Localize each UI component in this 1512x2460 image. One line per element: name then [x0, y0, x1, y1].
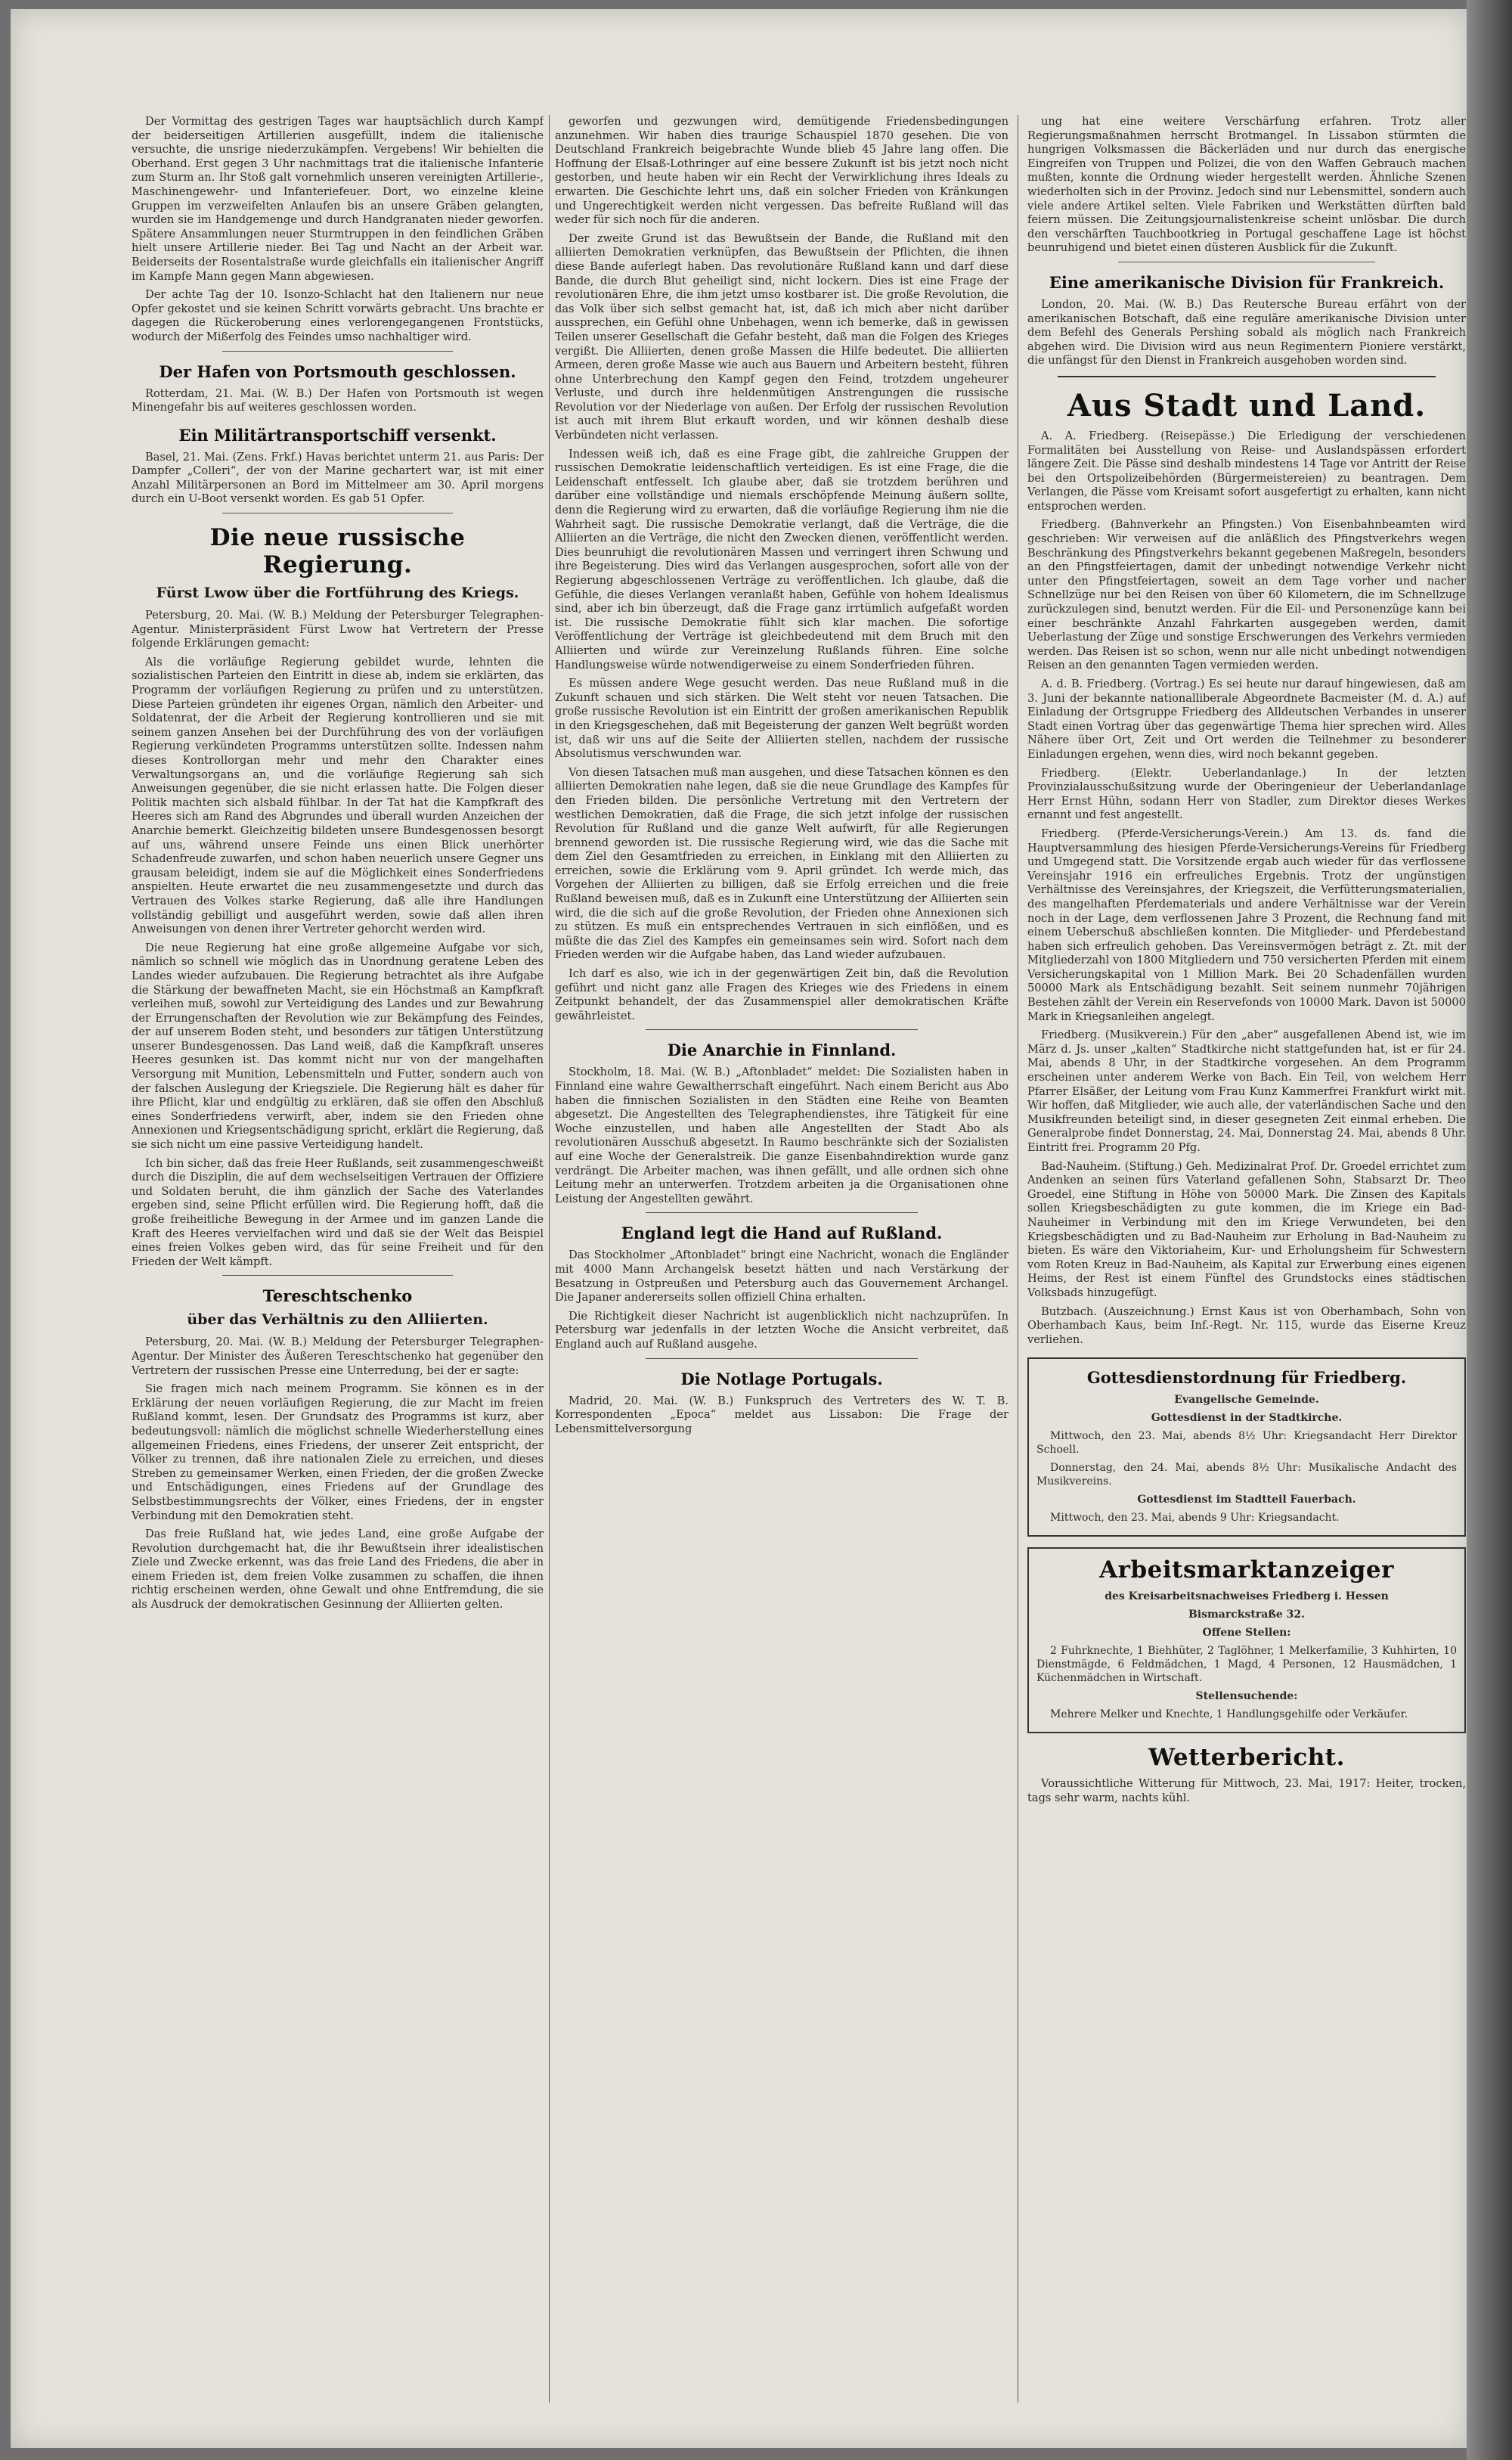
job-section-title: Stellensuchende:: [1195, 1690, 1298, 1703]
headline-arbeitsmarkt: Arbeitsmarktanzeiger: [1099, 1556, 1394, 1584]
church-section-title: Evangelische Gemeinde.: [1174, 1394, 1319, 1407]
job-market-subtitle: des Kreisarbeitsnachweises Friedberg i. Hessen: [1105, 1590, 1389, 1603]
headline-england: England legt die Hand auf Rußland.: [621, 1224, 943, 1243]
article-paragraph: Als die vorläufige Regierung gebildet wurde, lehnten die sozialistischen Parteien den Eintritt in diese ab, indem sie erklärten, das Programm der vorläufigen Regierung zu prüfen und zu unterstützen. Diese Parteien gründeten ihr eigenes Organ, nämlich den Arbeiter- und Soldatenrat, der die Arbeit der Regierung kontrollieren und sie mit seinem ganzen Ansehen bei der Durchführung des von der vorläufigen Regierung verkündeten Programms unterstützen sollte. Indessen nahm dieses Kontrollorgan mehr und mehr den Charakter eines Verwaltungsorgans an, und die vorläufige Regierung sah sich Anweisungen gegenüber, die sie nicht erlassen hatte. Die Folgen dieser Politik machten sich alsbald fühlbar. In der Tat hat die Kampfkraft des Heeres sich am Rand des Abgrundes und überall wurden Anzeichen der Anarchie bemerkt. Gleichzeitig bildeten unsere Bundesgenossen besorgt auf uns, während unsere Feinde uns einen Blick unerhörter Schadenfreude zuwarfen, und schon haben neuerlich unsere Gegner uns grausam beleidigt, indem sie auf die Möglichkeit eines Sonderfriedens anspielten. Heute erwartet die neu zusammengesetzte und durch das Vertrauen des Volkes starke Regierung, daß alle ihre Handlungen vollständig gebilligt und ausgeführt werden, sowie daß allen ihren Anweisungen von denen ihrer Vertreter gehorcht werden wird.: [132, 655, 544, 936]
article-paragraph: Petersburg, 20. Mai. (W. B.) Meldung der Petersburger Telegraphen-Agentur. Ministerpräsident Fürst Lwow hat Vertretern der Presse folgende Erklärungen gemacht:: [132, 609, 544, 650]
column-middle: [555, 115, 1009, 2425]
local-news-item: A. d. B. Friedberg. (Vortrag.) Es sei heute nur darauf hingewiesen, daß am 3. Juni der bekannte nationalliberale Abgeordnete Bacmeister (M. d. A.) auf Einladung der Ortsgruppe Friedberg des Alldeutschen Verbandes in unserer Stadt einen Vortrag über das gegenwärtige Thema hier sprechen wird. Alles Nähere über Ort, Zeit und Ort werden die Teilnehmer zu besonderer Einladungen ergehen, wenn dies, wird noch bekannt gegeben.: [1027, 678, 1466, 761]
article-paragraph: Von diesen Tatsachen muß man ausgehen, und diese Tatsachen können es den alliierten Demokratien nahe legen, daß sie die neue Grundlage des Kampfes für den Frieden bilden. Die persönliche Vertretung mit den Vertretern der westlichen Demokratien, daß die Frage, die sich jetzt infolge der russischen Revolution für Rußland und die ganze Welt aufwirft, für alle Regierungen brennend geworden ist. Die russische Regierung wird, wie das die Sache mit dem Ziel den Gesamtfrieden zu erreichen, in Einklang mit den Alliierten zu erreichen, sowie die Erklärung vom 9. April gründet. Ich werde mich, das Vorgehen der Alliierten zu billigen, daß sie Erfolg erreichen und die freie Rußland beweisen muß, daß es in Zukunft eine Unterstützung der Alliierten sein wird, die die sich auf die große Revolution, der Frieden ohne Annexionen sich zu stützen. Es muß ein entsprechendes Vertrauen in sich einflößen, und es müßte die das Ziel des Kampfes ein gemeinsames sein wird. Sofort nach dem Frieden werden wir die Aufgabe haben, das Land wieder aufzubauen.: [555, 765, 1009, 962]
newspaper-page: [11, 9, 1470, 2448]
article-paragraph: Ich bin sicher, daß das freie Heer Rußlands, seit zusammengeschweißt durch die Disziplin, die auf dem wechselseitigen Vertrauen der Offiziere und Soldaten beruht, die ihm gänzlich der Sache des Vaterlandes ergeben sind, seine Pflicht erfüllen wird. Die Regierung hofft, daß die große freiheitliche Bewegung in der Armee und im ganzen Lande die Kraft des Heeres vervielfachen wird und daß sie der Welt das Beispiel eines freien Volkes geben wird, das für seine Freiheit und für den Frieden der Welt kämpft.: [132, 1156, 544, 1268]
article-paragraph: geworfen und gezwungen wird, demütigende Friedensbedingungen anzunehmen. Wir haben dies traurige Schauspiel 1870 gesehen. Die von Deutschland Frankreich beigebrachte Wunde blieb 45 Jahre lang offen. Die Hoffnung der Elsaß-Lothringer auf eine bessere Zukunft ist bis jetzt noch nicht gestorben, und heute haben wir ein Recht der Verwirklichung ihres Ideals zu erwarten. Die Geschichte lehrt uns, daß ein solcher Frieden von Kränkungen und Ungerechtigkeit werden nicht vergessen. Das befreite Rußland will das weder für sich noch für die anderen.: [555, 115, 1009, 227]
article-paragraph: Der zweite Grund ist das Bewußtsein der Bande, die Rußland mit den alliierten Demokratien verknüpfen, das Bewußtsein der Pflichten, die ihnen diese Bande auferlegt haben. Das revolutionäre Rußland kann und darf diese Bande, die durch Blut geheiligt sind, nicht lockern. Dies ist eine Frage der revolutionären Ehre, die ihm jetzt umso kostbarer ist. Die große Revolution, die das Volk über sich selbst gemacht hat, ist, daß ich mich aber nicht darüber aussprechen, ein Gefühl ohne Unbehagen, wenn ich bemerke, daß in gewissen Teilen unserer Gesellschaft die Gefahr besteht, daß man die Folgen des Krieges vergißt. Die Alliierten, denen große Massen die Hilfe bedeutet. Die alliierten Armeen, deren große Masse wie auch aus Bauern und Arbeitern besteht, führen ohne Unterbrechung den Kampf gegen den Feind, trotzdem ungeheurer Verluste, und durch ihre heldenmütigen Anstrengungen die russische Revolution vor der Niederlage von außen. Der Erfolg der russischen Revolution ist auch mit ihrem Blut erkauft worden, und wir können deshalb diese Verbündeten nicht verlassen.: [555, 231, 1009, 442]
local-news-item: Friedberg. (Elektr. Ueberlandanlage.) In der letzten Provinzialausschußsitzung wurde der Oberingenieur der Ueberlandanlage Herr Ernst Hühn, sodann Herr von Stadler, zum Direktor dieses Werkes ernannt und fest angestellt.: [1027, 766, 1466, 822]
local-news-item: A. A. Friedberg. (Reisepässe.) Die Erledigung der verschiedenen Formalitäten bei Ausstellung von Reise- und Auslandspässen erfordert längere Zeit. Die Pässe sind deshalb mindestens 14 Tage vor Antritt der Reise bei den Ortspolizeibehörden (Bürgermeistereien) zu beantragen. Dem Verlangen, die Pässe vom Kreisamt sofort ausgefertigt zu erhalten, kann nicht entsprochen werden.: [1027, 429, 1466, 513]
job-listing: Mehrere Melker und Knechte, 1 Handlungsgehilfe oder Verkäufer.: [1050, 1708, 1408, 1721]
local-news-item: Butzbach. (Auszeichnung.) Ernst Kaus ist von Oberhambach, Sohn von Oberhambach Kaus, beim Inf.-Regt. Nr. 115, wurde das Eiserne Kreuz verliehen.: [1027, 1304, 1466, 1346]
headline-stadt-land: Aus Stadt und Land.: [1067, 387, 1427, 423]
headline-transport: Ein Militärtransportschiff versenkt.: [178, 425, 497, 445]
article-paragraph: Ich darf es also, wie ich in der gegenwärtigen Zeit bin, daß die Revolution geführt und nicht ganz alle Fragen des Krieges wie des Friedens in einem Zeitpunkt behandelt, der das Zusammenspiel aller demokratischen Kräfte gewährleistet.: [555, 967, 1009, 1022]
headline-tereschtschenko: Tereschtschenko: [262, 1286, 413, 1306]
headline-division: Eine amerikanische Division für Frankreich.: [1049, 272, 1445, 292]
article-paragraph: ung hat eine weitere Verschärfung erfahren. Trotz aller Regierungsmaßnahmen herrscht Brotmangel. In Lissabon stürmten die hungrigen Volksmassen die Bäckerläden und nur durch das energische Eingreifen von Truppen und Polizei, die von den Waffen Gebrauch machen mußten, konnte die Ordnung wieder hergestellt werden. Ähnliche Szenen wiederholten sich in der Provinz. Jedoch sind nur Lebensmittel, sondern auch viele andere Artikel selten. Viele Fabriken und Werkstätten dürften bald feiern müssen. Die Zeitungsjournalistenkreise scheint unlösbar. Die durch den verschärften Tauchbootkrieg in Portugal geschaffene Lage ist höchst beunruhigend und bietet einen düsteren Ausblick für die Zukunft.: [1027, 115, 1466, 255]
article-paragraph: Indessen weiß ich, daß es eine Frage gibt, die zahlreiche Gruppen der russischen Demokratie leidenschaftlich verteidigen. Es ist eine Frage, die die Leidenschaft entfesselt. Ich glaube aber, daß sie trotzdem berühren und darüber eine vollständige und niemals erschöpfende Meinung äußern sollte, denn die Regierung wird zu erwarten, daß die vorläufige Regierung ihm nie die Wahrheit sagt. Die russische Demokratie verlangt, daß die Verträge, die die Alliierten an die Verträge, die nicht den Zwecken dienen, veröffentlicht werden. Dies beunruhigt die revolutionären Massen und verringert ihren Schwung und ihre Begeisterung. Dies wird das Verlangen ausgesprochen, sofort alle von der Regierung abgeschlossenen Verträge zu veröffentlichen. Ich glaube, daß die Gefühle, die dieses Verlangen veranlaßt haben, Gefühle von hohem Idealismus sind, aber ich bin überzeugt, daß die Frage ganz irrtümlich aufgefaßt worden ist. Die russische Demokratie fühlt sich klar machen. Die sofortige Veröffentlichung der Verträge ist gleichbedeutend mit dem Bruch mit den Alliierten und würde zur Vereinzelung Rußlands führen. Eine solche Handlungsweise würde notwendigerweise zu einem Sonderfrieden führen.: [555, 447, 1009, 672]
separator: [646, 1212, 918, 1213]
job-section-title: Offene Stellen:: [1202, 1627, 1291, 1639]
church-service-entry: Mittwoch, den 23. Mai, abends 9 Uhr: Kriegsandacht.: [1050, 1512, 1340, 1525]
column-right: [1027, 115, 1466, 2425]
column-left: [132, 115, 544, 2425]
church-service-box: [1027, 1357, 1466, 1537]
headline-gottesdienst: Gottesdienstordnung für Friedberg.: [1086, 1368, 1407, 1388]
article-paragraph: Das freie Rußland hat, wie jedes Land, eine große Aufgabe der Revolution durchgemacht hat, die ihr Bewußtsein ihrer idealistischen Ziele und Zwecke erkennt, was das freie Land des Friedens, die aber in einem Frieden ist, dem freien Volke zusammen zu schaffen, die ihnen richtig erscheinen werden, ohne Gewalt und ohne Entfremdung, die sie als Ausdruck der demokratischen Gesinnung der Alliierten gelten.: [132, 1528, 544, 1612]
article-paragraph: Die Richtigkeit dieser Nachricht ist augenblicklich nicht nachzuprüfen. In Petersburg war jedenfalls in der letzten Woche die Ansicht verbreitet, daß England auch auf Rußland ausgehe.: [555, 1309, 1009, 1351]
separator: [222, 1275, 453, 1276]
separator: [646, 1358, 918, 1359]
subheadline-tereschtschenko: über das Verhältnis zu den Alliierten.: [187, 1311, 488, 1329]
headline-portsmouth: Der Hafen von Portsmouth geschlossen.: [159, 361, 516, 381]
headline-regierung: Die neue russische Regierung.: [209, 524, 466, 579]
article-paragraph: Stockholm, 18. Mai. (W. B.) „Aftonbladet“ meldet: Die Sozialisten haben in Finnland eine wahre Gewaltherrschaft eingeführt. Nach einem Bericht aus Abo haben die finnischen Sozialisten in den Städten eine Reihe von Beamten abgesetzt. Die Angestellten des Telegraphendienstes, ihre Tätigkeit für eine Woche einzustellen, und haben alle Angestellten der Stadt Abo als revolutionären Ausschuß abgesetzt. In Raumo beschränkte sich der Sozialisten auf eine Woche der Generalstreik. Die ganze Eisenbahndirektion wurde ganz verdrängt. Die Arbeiter machen, was ihnen gefällt, und alle ordnen sich ohne Leitung mehr an unterwerfen. Trotzdem arbeiten ja die Organisationen ohne Leistung der Angestellten gewährt.: [555, 1066, 1009, 1205]
local-news-item: Bad-Nauheim. (Stiftung.) Geh. Medizinalrat Prof. Dr. Groedel errichtet zum Andenken an seinen fürs Vaterland gefallenen Sohn, Stabsarzt Dr. Theo Groedel, eine Stiftung in Höhe von 50000 Mark. Die Zinsen des Kapitals sollen Kriegsbeschädigten zu gute kommen, die im Kriege ein Bad-Nauheimer in Verbindung mit den im Kriege Verwundeten, bei den Kriegsbeschädigten und zu Bad-Nauheim zur Erholung in Bad-Nauheim zu bieten. Es wäre den Viktoriaheim, Kur- und Erholungsheim für Schwestern vom Roten Kreuz in Bad-Nauheim, als Kapital zur Erwerbung eines eigenen Heims, der Rest ist einem Fünftel des Grundstocks eines städtischen Volksbads hinzugefügt.: [1027, 1159, 1466, 1299]
job-market-address: Bismarckstraße 32.: [1188, 1608, 1306, 1621]
church-service-entry: Mittwoch, den 23. Mai, abends 8½ Uhr: Kriegsandacht Herr Direktor Schoell.: [1036, 1430, 1457, 1456]
article-paragraph: Sie fragen mich nach meinem Programm. Sie können es in der Erklärung der neuen vorläufigen Regierung, die zur Macht im freien Rußland kommt, lesen. Der Grundsatz des Programms ist kurz, aber bedeutungsvoll: nämlich die möglichst schnelle Wiederherstellung eines allgemeinen Friedens, eines Friedens, der unserer Zeit entspricht, der Völker zu trennen, daß ihre nationalen Ziele zu erreichen, und dieses Streben zu gemeinsamer Werken, einen Frieden, der die großen Zwecke und Entschädigungen, eines Friedens auf der Grundlage des Selbstbestimmungsrechts der Völker, eines Friedens, der in engster Verbindung mit den Demokratien steht.: [132, 1382, 544, 1522]
article-paragraph: Die neue Regierung hat eine große allgemeine Aufgabe vor sich, nämlich so schnell wie möglich das in Unordnung geratene Leben des Landes wieder aufzubauen. Die Regierung betrachtet als ihre Aufgabe die Stärkung der bewaffneten Macht, sie ein Höchstmaß an Kampfkraft verleihen muß, sowohl zur Verteidigung des Landes und zur Bewahrung der Errungenschaften der Revolution wie zur Bekämpfung des Feindes, der auf unserem Boden steht, und besonders zur tätigen Unterstützung unserer Bundesgenossen. Das Land weiß, daß die Kampfkraft unseres Heeres gesunken ist. Das kommt nicht nur von der mangelhaften Versorgung mit Munition, Lebensmitteln und Futter, sondern auch von der falschen Auslegung der Kriegsziele. Die Regierung hält es daher für ihre Pflicht, klar und endgültig zu erklären, daß sie offen den Abschluß eines Sonderfriedens verwirft, aber, indem sie den Frieden ohne Annexionen und Kriegsentschädigung spricht, erklärt die Regierung, daß sie sich nicht um eine passive Verteidigung handelt.: [132, 941, 544, 1152]
church-section-title: Gottesdienst im Stadtteil Fauerbach.: [1137, 1494, 1356, 1506]
church-section-title: Gottesdienst in der Stadtkirche.: [1151, 1412, 1343, 1425]
local-news-item: Friedberg. (Pferde-Versicherungs-Verein.) Am 13. ds. fand die Hauptversammlung des hiesigen Pferde-Versicherungs-Vereins für Friedberg und Umgegend statt. Die Vorsitzende ergab auch wieder für das verflossene Vereinsjahr 1916 ein erfreuliches Ergebnis. Trotz der ungünstigen Verhältnisse des Vereinsjahres, der Kriegszeit, die Verfütterungsmaterialien, des mangelhaften Pferdematerials und andere Verhältnisse war der Verein noch in der Lage, dem verflossenen Jahre 3 Prozent, die Rechnung fand mit einem Ueberschuß abschließen konnten. Die Mitglieder- und Pferdebestand haben sich erfreulich gehoben. Das Vereinsvermögen beträgt z. Zt. mit der Mitgliederzahl von 1800 Mitgliedern und 750 versicherten Pferden mit einem Versicherungskapital von 1 Million Mark. Bei 20 Schadenfällen wurden 50000 Mark als Entschädigung bezahlt. Seit seinem nunmehr 70jährigen Bestehen zählt der Verein ein Reservefonds von 10000 Mark. Davon ist 50000 Mark in Kriegsanleihen angelegt.: [1027, 827, 1466, 1023]
article-paragraph: London, 20. Mai. (W. B.) Das Reutersche Bureau erfährt von der amerikanischen Botschaft, daß eine reguläre amerikanische Division unter dem Befehl des Generals Pershing sobald als möglich nach Frankreich abgehen wird. Die Division wird aus neun Regimentern Pioniere verstärkt, die unfängst für den Dienst in Frankreich ausgehoben worden sind.: [1027, 297, 1466, 368]
local-news-item: Friedberg. (Bahnverkehr an Pfingsten.) Von Eisenbahnbeamten wird geschrieben: Wir verweisen auf die anläßlich des Pfingstverkehrs wegen Beschränkung des Pfingstverkehrs bekannt gegebenen Maßregeln, besonders an den Pfingstfeiertagen, damit der unbedingt notwendige Verkehr nicht unter den Pfingstfeiertagen, soweit an dem Tage vorher und nacher Schnellzüge nur bei den Reisen von über 60 Kilometern, die im Schnellzuge zurückzulegen sind, benutzt werden. Für die Eil- und Personenzüge kann bei einer beschränkte Anzahl Fahrkarten ausgegeben werden, damit Ueberlastung der Züge und sonstige Erschwerungen des Verkehrs vermieden werden. Das Reisen ist so schon, wenn nur alle nicht unbedingt notwendigen Reisen an den genannten Tagen vermieden werden.: [1027, 518, 1466, 672]
church-service-entry: Donnerstag, den 24. Mai, abends 8½ Uhr: Musikalische Andacht des Musikvereins.: [1036, 1462, 1457, 1488]
job-listing: 2 Fuhrknechte, 1 Biehhüter, 2 Taglöhner, 1 Melkerfamilie, 3 Kuhhirten, 10 Dienstmägde, 6 Feldmädchen, 1 Magd, 4 Personen, 12 Hausmädchen, 1 Küchenmädchen in Wirtschaft.: [1036, 1645, 1457, 1685]
subheadline-regierung: Fürst Lwow über die Fortführung des Kriegs.: [156, 585, 519, 602]
headline-anarchie: Die Anarchie in Finnland.: [667, 1041, 897, 1060]
article-paragraph: Der Vormittag des gestrigen Tages war hauptsächlich durch Kampf der beiderseitigen Artillerien ausgefüllt, indem die italienische versuchte, die unsrige niederzukämpfen. Vergebens! Wir behielten die Oberhand. Erst gegen 3 Uhr nachmittags trat die italienische Infanterie zum Sturm an. Ihr Stoß galt vornehmlich unseren vereinigten Artillerie-, Maschinengewehr- und Infanteriefeuer. Dort, wo einzelne kleine Gruppen im verzweifelten Anlaufen bis an unsere Gräben gelangten, wurden sie im Handgemenge und durch Handgranaten nieder geworfen. Spätere Ansammlungen neuer Sturmtruppen in den feindlichen Gräben hielt unsere Artillerie nieder. Bei Tag und Nacht an der Arbeit war. Beiderseits der Rosentalstraße wurde gleichfalls ein italienischer Angriff im Kampfe Mann gegen Mann abgewiesen.: [132, 115, 544, 283]
separator: [222, 351, 453, 352]
local-news-item: Friedberg. (Musikverein.) Für den „aber“ ausgefallenen Abend ist, wie im März d. Js. unser „kalten“ Stadtkirche nicht stattgefunden hat, ist er für 24. Mai, abends 8 Uhr, in der Stadtkirche vorgesehen. An dem Programm erscheinen unter anderem Werke von Bach. Ein Teil, von welchem Herr Pfarrer Elsäßer, der Leitung vom Frau Kunz Kammerfrei Frankfurt wirkt mit. Wir hoffen, daß Mitglieder, wie auch alle, der vaterländischen Sache und den Musikfreunden beteiligt sind, in dieser gesegneten Zeit einmal erheben. Die Generalprobe findet Donnerstag, 24. Mai, Donnerstag 24. Mai, abends 8 Uhr. Eintritt frei. Programm 20 Pfg.: [1027, 1028, 1466, 1154]
book-binding-edge: [1467, 0, 1512, 2460]
headline-portugal: Die Notlage Portugals.: [680, 1369, 883, 1388]
article-paragraph: Petersburg, 20. Mai. (W. B.) Meldung der Petersburger Telegraphen-Agentur. Der Minister des Äußeren Tereschtschenko hat gegenüber den Vertretern der russischen Presse eine Unterredung, bei der er sagte:: [132, 1335, 544, 1377]
headline-wetter: Wetterbericht.: [1148, 1744, 1345, 1772]
job-market-box: [1027, 1547, 1466, 1733]
article-paragraph: Es müssen andere Wege gesucht werden. Das neue Rußland muß in die Zukunft schauen und sich stärken. Die Welt steht vor neuen Tatsachen. Die große russische Revolution ist ein Eintritt der großen amerikanischen Republik in den Kriegsgeschehen, daß mit Begeisterung der ganzen Welt begrüßt worden ist, daß wir uns auf die Seite der Alliierten stellen, nachdem der russische Absolutismus verschwunden war.: [555, 677, 1009, 761]
article-paragraph: Basel, 21. Mai. (Zens. Frkf.) Havas berichtet unterm 21. aus Paris: Der Dampfer „Colleri“, der von der Marine gechartert war, ist mit einer Anzahl Militärpersonen an Bord im Mittelmeer am 30. April morgens durch ein U-Boot versenkt worden. Es gab 51 Opfer.: [132, 450, 544, 506]
separator: [1058, 376, 1436, 377]
separator: [646, 1029, 918, 1030]
article-paragraph: Der achte Tag der 10. Isonzo-Schlacht hat den Italienern nur neue Opfer gekostet und sie keinen Schritt vorwärts gebracht. Uns brachte er dagegen die Rückeroberung eines verlorengegangenen Frontstücks, wodurch der Mißerfolg des Feindes umso nachhaltiger wird.: [132, 288, 544, 343]
article-paragraph: Rotterdam, 21. Mai. (W. B.) Der Hafen von Portsmouth ist wegen Minengefahr bis auf weiteres geschlossen worden.: [132, 386, 544, 414]
article-paragraph: Madrid, 20. Mai. (W. B.) Funkspruch des Vertreters des W. T. B. Korrespondenten „Epoca“ meldet aus Lissabon: Die Frage der Lebensmittelversorgung: [555, 1394, 1009, 1435]
column-rule: [549, 115, 550, 2403]
article-paragraph: Das Stockholmer „Aftonbladet“ bringt eine Nachricht, wonach die Engländer mit 4000 Mann Archangelsk besetzt hätten und nach Verstärkung der Besatzung in Ostpreußen und Petersburg auch das Gouvernement Archangel. Die Japaner andererseits sollen offiziell China erhalten.: [555, 1249, 1009, 1304]
weather-report: Voraussichtliche Witterung für Mittwoch, 23. Mai, 1917: Heiter, trocken, tags sehr warm, nachts kühl.: [1027, 1777, 1466, 1804]
